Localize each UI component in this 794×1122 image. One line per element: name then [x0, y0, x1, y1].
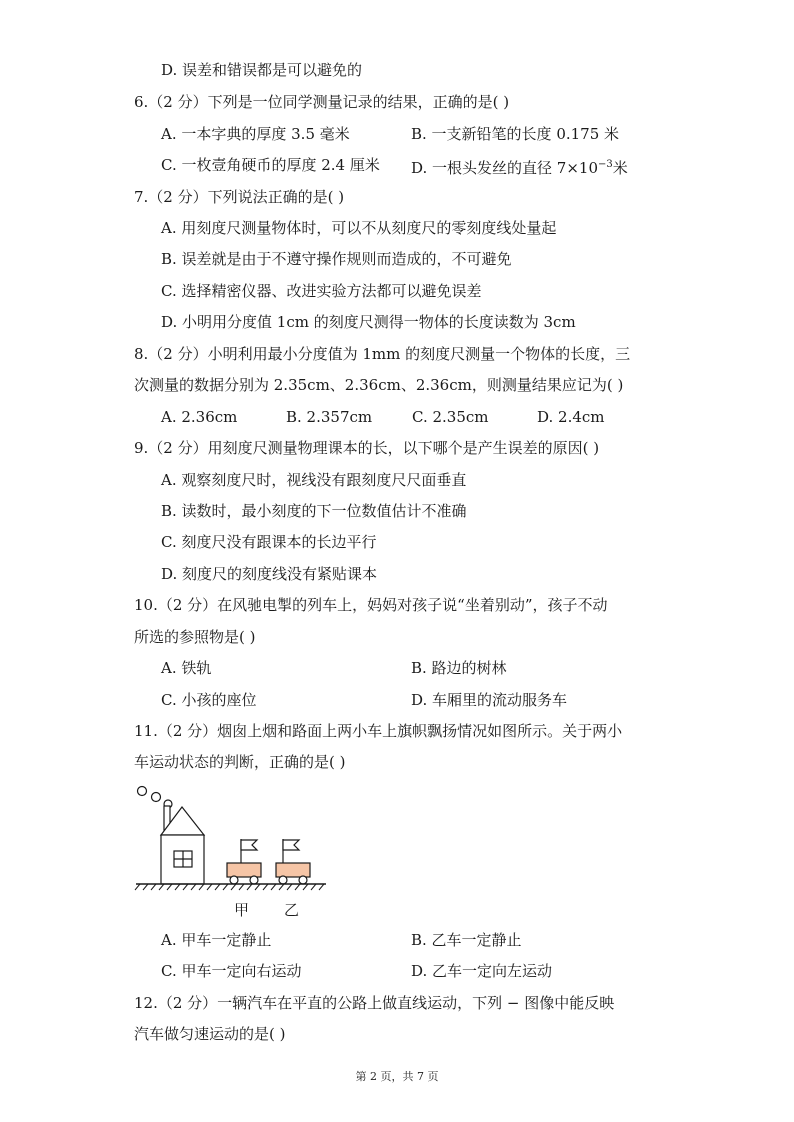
- q10-option-c: C. 小孩的座位: [161, 691, 257, 709]
- q6-option-d: [411, 155, 628, 178]
- smoke-circle-1: [138, 787, 147, 796]
- q8-stem-line1: 8.（2 分）小明利用最小分度值为 1mm 的刻度尺测量一个物体的长度，三: [134, 345, 631, 363]
- q8-option-d: D. 2.4cm: [537, 408, 605, 426]
- flag-jia: [241, 840, 257, 850]
- q9-option-a: A. 观察刻度尺时，视线没有跟刻度尺尺面垂直: [161, 471, 467, 489]
- fig-label-jia: 甲: [234, 901, 250, 919]
- fig-label-yi: 乙: [284, 901, 300, 919]
- q6-option-a: A. 一本字典的厚度 3.5 毫米: [161, 125, 350, 143]
- q6-stem: 6.（2 分）下列是一位同学测量记录的结果，正确的是( ): [134, 93, 510, 111]
- ground-hatch: [135, 884, 324, 890]
- flag-yi: [283, 840, 299, 850]
- q11-option-c: C. 甲车一定向右运动: [161, 962, 302, 980]
- q10-stem-line2: 所选的参照物是( ): [134, 628, 256, 646]
- q10-stem-line1: 10.（2 分）在风驰电掣的列车上，妈妈对孩子说“坐着别动”，孩子不动: [134, 596, 608, 614]
- cart-jia: [227, 839, 261, 884]
- q10-option-d: D. 车厢里的流动服务车: [411, 691, 568, 709]
- q11-option-a: A. 甲车一定静止: [161, 931, 272, 949]
- q9-option-d: D. 刻度尺的刻度线没有紧贴课本: [161, 565, 378, 583]
- q8-stem-line2: 次测量的数据分别为 2.35cm、2.36cm、2.36cm，则测量结果应记为( ): [134, 376, 624, 394]
- q6-option-d-suffix: 米: [612, 159, 628, 177]
- q8-option-b: B. 2.357cm: [286, 408, 373, 426]
- q12-stem-line2: 汽车做匀速运动的是( ): [134, 1025, 286, 1043]
- q6-option-d-prefix: D. 一根头发丝的直径 7×10: [411, 159, 598, 177]
- q7-option-a: A. 用刻度尺测量物体时，可以不从刻度尺的零刻度线处量起: [161, 219, 557, 237]
- q6-option-b: B. 一支新铅笔的长度 0.175 米: [411, 125, 620, 143]
- q12-stem-line1: 12.（2 分）一辆汽车在平直的公路上做直线运动，下列 − 图像中能反映: [134, 994, 615, 1012]
- q6-option-d-exponent: −3: [598, 159, 613, 170]
- q11-figure: [130, 783, 330, 893]
- q9-option-c: C. 刻度尺没有跟课本的长边平行: [161, 533, 377, 551]
- smoke-circle-2: [152, 793, 161, 802]
- q11-option-b: B. 乙车一定静止: [411, 931, 522, 949]
- q6-option-c: C. 一枚壹角硬币的厚度 2.4 厘米: [161, 156, 380, 174]
- q8-option-a: A. 2.36cm: [161, 408, 238, 426]
- q10-option-b: B. 路边的树林: [411, 659, 507, 677]
- q5-option-d: D. 误差和错误都是可以避免的: [161, 61, 363, 79]
- q7-stem: 7.（2 分）下列说法正确的是( ): [134, 188, 345, 206]
- cart-yi: [276, 839, 310, 884]
- q9-option-b: B. 读数时，最小刻度的下一位数值估计不准确: [161, 502, 467, 520]
- q11-stem-line2: 车运动状态的判断，正确的是( ): [134, 753, 346, 771]
- q9-stem: 9.（2 分）用刻度尺测量物理课本的长，以下哪个是产生误差的原因( ): [134, 439, 600, 457]
- q8-option-c: C. 2.35cm: [412, 408, 489, 426]
- page-footer: 第 2 页，共 7 页: [355, 1070, 439, 1083]
- q11-option-d: D. 乙车一定向左运动: [411, 962, 553, 980]
- q7-option-c: C. 选择精密仪器、改进实验方法都可以避免误差: [161, 282, 482, 300]
- q10-option-a: A. 铁轨: [161, 659, 212, 677]
- q7-option-b: B. 误差就是由于不遵守操作规则而造成的，不可避免: [161, 250, 512, 268]
- q7-option-d: D. 小明用分度值 1cm 的刻度尺测得一物体的长度读数为 3cm: [161, 313, 576, 331]
- q11-stem-line1: 11.（2 分）烟囱上烟和路面上两小车上旗帜飘扬情况如图所示。关于两小: [134, 722, 623, 740]
